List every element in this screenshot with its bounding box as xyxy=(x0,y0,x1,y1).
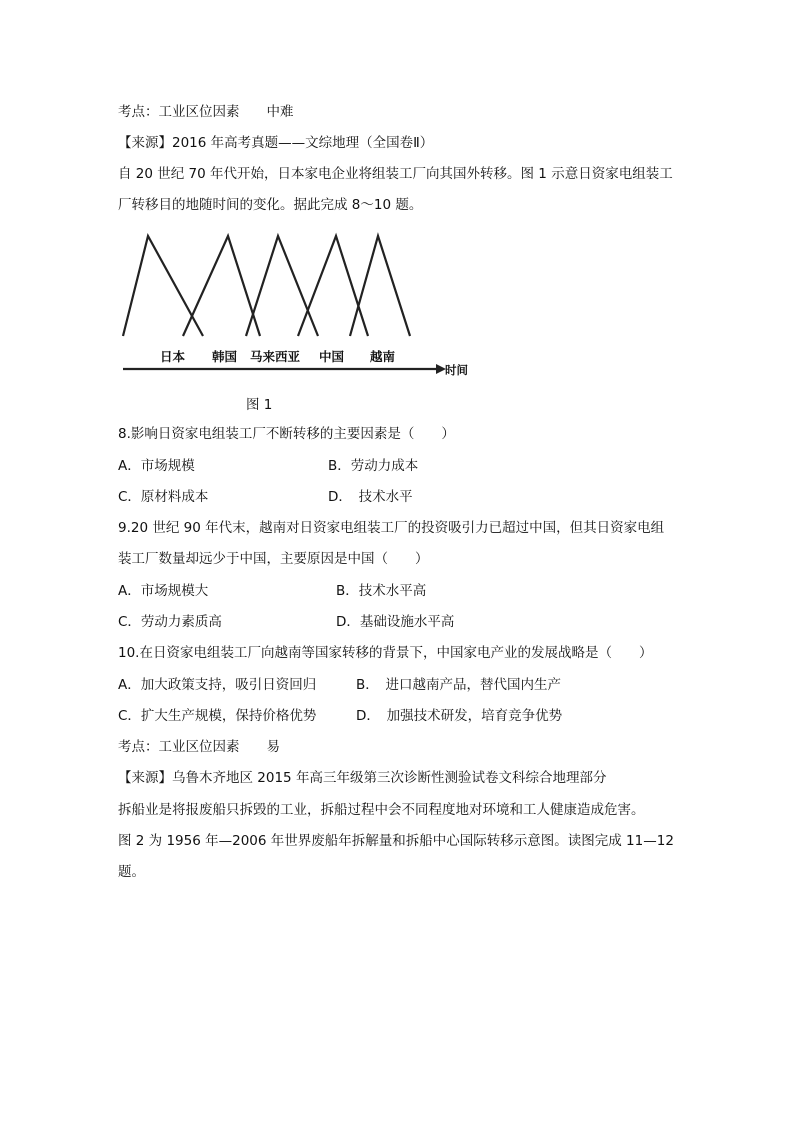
q10-option-c: C．扩大生产规模，保持价格优势 xyxy=(118,708,317,724)
q9-stem-line-2: 装工厂数量却远少于中国，主要原因是中国（ ） xyxy=(118,551,429,567)
label-korea: 韩国 xyxy=(212,349,238,364)
triangle-malaysia xyxy=(246,236,318,336)
label-malaysia: 马来西亚 xyxy=(250,349,301,364)
intro-2-line-1: 拆船业是将报废船只拆毁的工业，拆船过程中会不同程度地对环境和工人健康造成危害。 xyxy=(118,802,645,818)
label-china: 中国 xyxy=(319,349,345,364)
q9-stem-line-1: 9.20 世纪 90 年代末，越南对日资家电组装工厂的投资吸引力已超过中国，但其日资家电组 xyxy=(118,520,665,536)
intro-2-line-2: 图 2 为 1956 年—2006 年世界废船年拆解量和拆船中心国际转移示意图。读图完成 11—12 xyxy=(118,833,674,849)
q10-option-a: A．加大政策支持，吸引日资回归 xyxy=(118,677,317,693)
intro-2-line-3: 题。 xyxy=(118,864,145,880)
kaodian-2: 考点：工业区位因素 易 xyxy=(118,739,280,755)
label-vietnam: 越南 xyxy=(370,349,396,364)
q8-option-c: C．原材料成本 xyxy=(118,489,209,505)
q8-option-b: B．劳动力成本 xyxy=(328,458,419,474)
triangle-china xyxy=(298,236,368,336)
figure-1-caption: 图 1 xyxy=(246,397,273,413)
q10-option-b: B． 进口越南产品，替代国内生产 xyxy=(356,677,562,693)
q10-stem: 10.在日资家电组装工厂向越南等国家转移的背景下，中国家电产业的发展战略是（ ） xyxy=(118,645,653,661)
axis-label-time: 时间 xyxy=(445,363,468,377)
triangle-japan xyxy=(123,236,203,336)
kaodian-1: 考点：工业区位因素 中难 xyxy=(118,104,294,120)
label-japan: 日本 xyxy=(160,349,186,364)
q8-option-a: A．市场规模 xyxy=(118,458,195,474)
q10-option-d: D． 加强技术研发，培育竞争优势 xyxy=(356,708,563,724)
q8-option-d: D． 技术水平 xyxy=(328,489,413,505)
triangle-vietnam xyxy=(350,236,410,336)
intro-1-line-2: 厂转移目的地随时间的变化。据此完成 8～10 题。 xyxy=(118,197,423,213)
q8-stem: 8.影响日资家电组装工厂不断转移的主要因素是（ ） xyxy=(118,426,455,442)
q9-option-a: A．市场规模大 xyxy=(118,583,209,599)
q9-option-d: D．基础设施水平高 xyxy=(336,614,455,630)
q9-option-c: C．劳动力素质高 xyxy=(118,614,222,630)
source-2: 【来源】乌鲁木齐地区 2015 年高三年级第三次诊断性测验试卷文科综合地理部分 xyxy=(118,770,607,786)
source-1: 【来源】2016 年高考真题——文综地理（全国卷Ⅱ） xyxy=(118,135,434,151)
figure-1 xyxy=(118,226,478,386)
q9-option-b: B．技术水平高 xyxy=(336,583,427,599)
intro-1-line-1: 自 20 世纪 70 年代开始，日本家电企业将组装工厂向其国外转移。图 1 示意日资家电组装工 xyxy=(118,166,673,182)
figure-1-diagram xyxy=(118,226,478,386)
